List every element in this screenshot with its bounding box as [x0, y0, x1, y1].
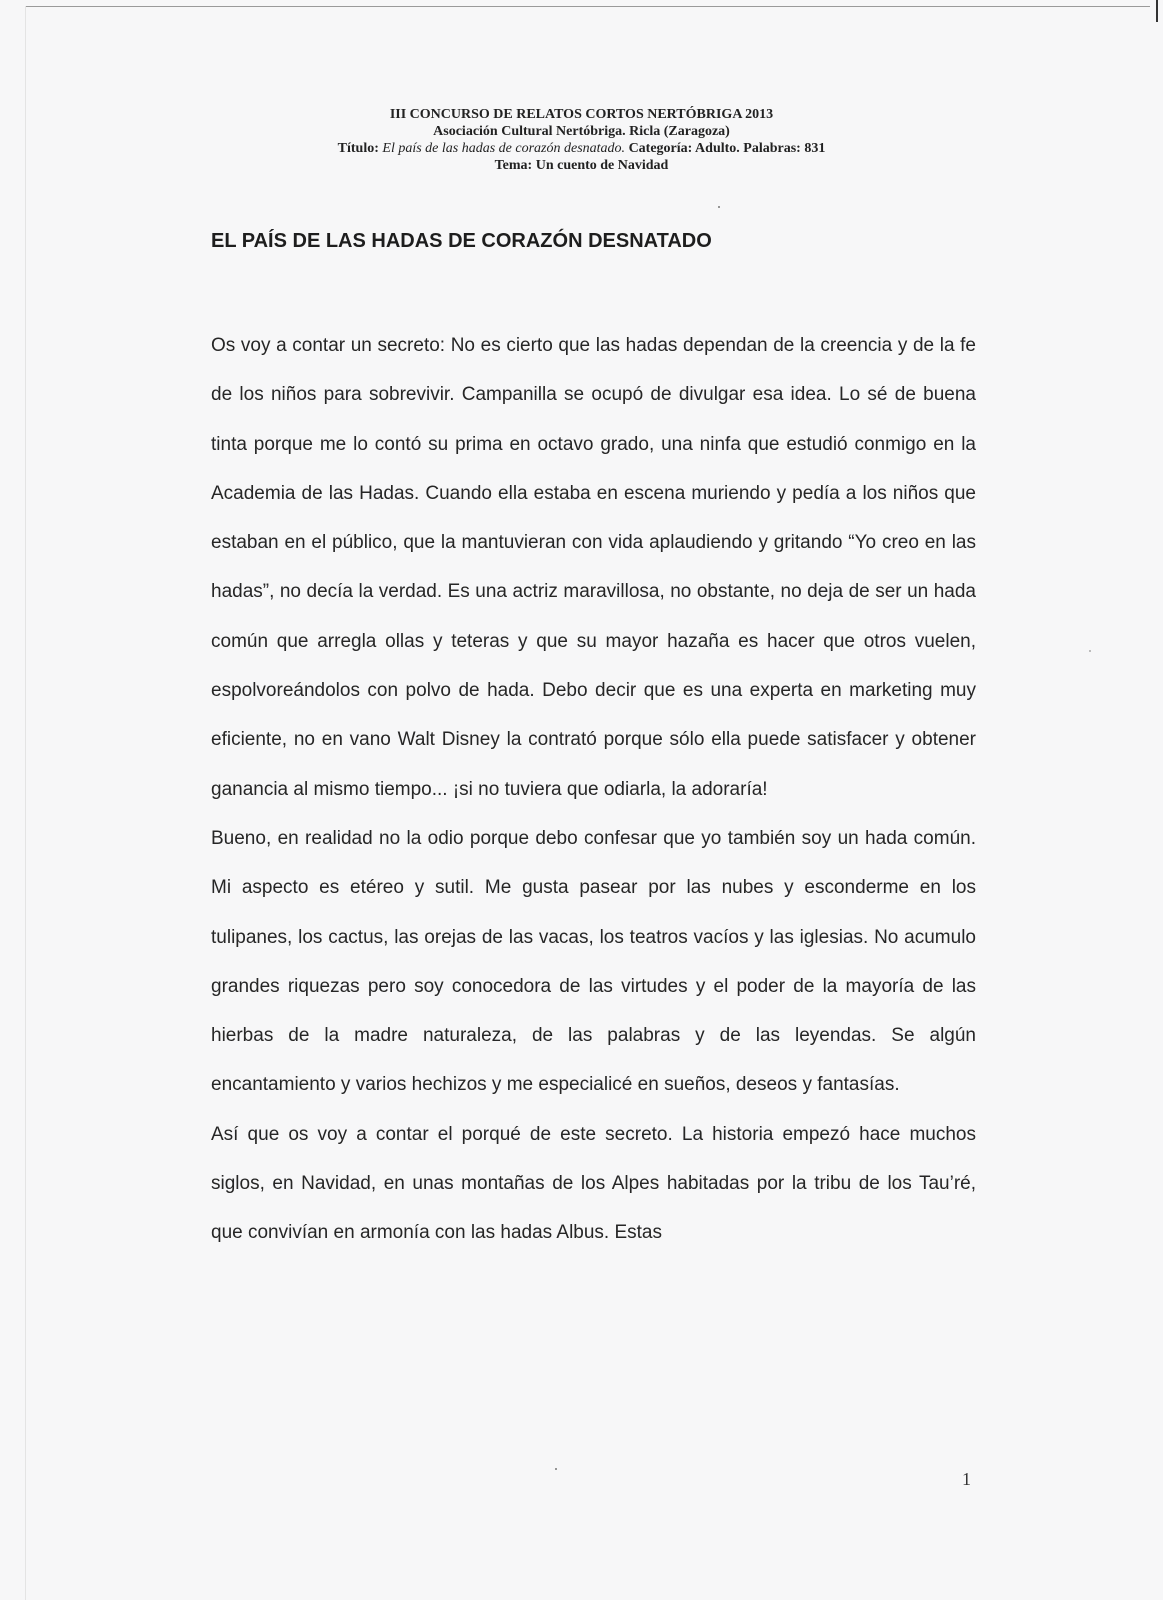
story-paragraph-3: Así que os voy a contar el porqué de este secreto. La historia empezó hace muchos siglos, en Navidad, en unas montañas de los Alpes habitadas por la tribu de los Tau’ré, que convivían en armonía con las hadas Albus. Estas	[211, 1123, 976, 1244]
header-title-value: El país de las hadas de corazón desnatado.	[382, 141, 626, 156]
contest-header	[0, 106, 1163, 174]
scan-speck	[1089, 650, 1091, 652]
story-body	[211, 321, 976, 1258]
story-paragraph-2: Bueno, en realidad no la odio porque debo confesar que yo también soy un hada común. Mi aspecto es etéreo y sutil. Me gusta pasear por las nubes y esconderme en los tulipanes, los cactus, las orejas de las vacas, los teatros vacíos y las iglesias. No acumulo grandes riquezas pero soy conocedora de las virtudes y el poder de la mayoría de las hierbas de la madre naturaleza, de las palabras y de las leyendas. Se algún encantamiento y varios hechizos y me especialicé en sueños, deseos y fantasías.	[211, 827, 976, 1096]
scan-speck	[555, 1468, 557, 1470]
scan-edge-right	[1156, 0, 1158, 22]
header-line-theme: Tema: Un cuento de Navidad	[494, 158, 669, 173]
header-line-contest: III CONCURSO DE RELATOS CORTOS NERTÓBRIGA 2013	[389, 107, 774, 122]
scan-edge-top	[25, 6, 1150, 7]
header-line-association: Asociación Cultural Nertóbriga. Ricla (Zaragoza)	[433, 124, 730, 139]
story-title: EL PAÍS DE LAS HADAS DE CORAZÓN DESNATADO	[211, 230, 712, 252]
header-title-label: Título:	[337, 141, 379, 156]
story-paragraph-1: Os voy a contar un secreto: No es cierto que las hadas dependan de la creencia y de la fe de los niños para sobrevivir. Campanilla se ocupó de divulgar esa idea. Lo sé de buena tinta porque me lo contó su prima en octavo grado, una ninfa que estudió conmigo en la Academia de las Hadas. Cuando ella estaba en escena muriendo y pedía a los niños que estaban en el público, que la mantuvieran con vida aplaudiendo y gritando “Yo creo en las hadas”, no decía la verdad. Es una actriz maravillosa, no obstante, no deja de ser un hada común que arregla ollas y teteras y que su mayor hazaña es hacer que otros vuelen, espolvoreándolos con polvo de hada. Debo decir que es una experta en marketing muy eficiente, no en vano Walt Disney la contrató porque sólo ella puede satisfacer y obtener ganancia al mismo tiempo... ¡si no tuviera que odiarla, la adoraría!	[211, 335, 976, 800]
scan-speck	[718, 206, 720, 208]
page-number: 1	[962, 1469, 971, 1489]
header-line-info	[0, 140, 1163, 157]
header-category-words: Categoría: Adulto. Palabras: 831	[628, 141, 826, 156]
scan-edge-left	[25, 6, 26, 1600]
